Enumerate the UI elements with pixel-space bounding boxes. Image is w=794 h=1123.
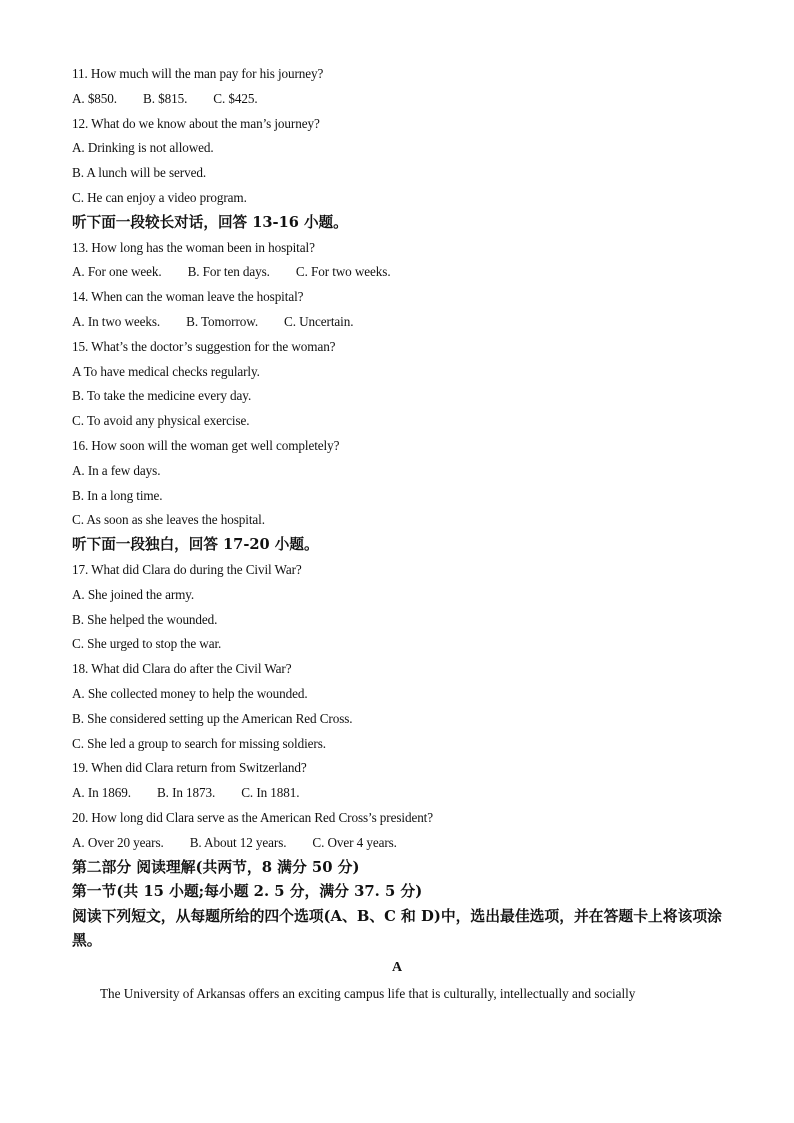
question-13-stem: 13. How long has the woman been in hospital? [72,239,315,255]
question-14-stem: 14. When can the woman leave the hospital? [72,289,304,305]
question-11-options [72,87,722,112]
q16-option-b: B. In a long time. [72,487,163,503]
section-1-heading: 第一节(共 15 小题;每小题 2. 5 分，满分 37. 5 分) [72,883,423,901]
q15-option-c: C. To avoid any physical exercise. [72,413,250,429]
q19-option-a: A. In 1869. [72,785,131,801]
section-heading-13-16: 听下面一段较长对话，回答 13-16 小题。 [72,213,348,231]
page-content [72,62,722,1006]
part-2-heading: 第二部分 阅读理解(共两节，8 满分 50 分) [72,858,360,876]
q13-option-b: B. For ten days. [187,264,270,280]
q17-option-a: A. She joined the army. [72,586,195,602]
q13-option-c: C. For two weeks. [295,264,391,280]
q17-option-b: B. She helped the wounded. [72,611,218,627]
question-18-stem: 18. What did Clara do after the Civil War? [72,661,292,677]
q12-option-c: C. He can enjoy a video program. [72,189,247,205]
question-11-stem: 11. How much will the man pay for his journey? [72,66,324,81]
question-19-options [72,781,722,806]
q19-option-c: C. In 1881. [241,785,300,801]
q20-option-b: B. About 12 years. [189,834,287,850]
q12-option-a: A. Drinking is not allowed. [72,140,214,156]
q15-option-b: B. To take the medicine every day. [72,388,252,404]
q17-option-c: C. She urged to stop the war. [72,636,222,652]
q16-option-c: C. As soon as she leaves the hospital. [72,512,265,528]
q14-option-b: B. Tomorrow. [186,313,259,329]
q11-option-c: C. $425. [213,90,258,106]
question-20-options [72,831,722,856]
q14-option-c: C. Uncertain. [284,313,354,329]
q16-option-a: A. In a few days. [72,462,161,478]
q20-option-a: A. Over 20 years. [72,834,164,850]
passage-first-line: The University of Arkansas offers an exciting campus life that is culturally, intellectually and socially [100,985,636,1001]
q18-option-b: B. She considered setting up the American Red Cross. [72,710,353,726]
q18-option-a: A. She collected money to help the wounded. [72,685,308,701]
q14-option-a: A. In two weeks. [72,313,161,329]
passage-title: A [391,959,403,975]
reading-instructions: 阅读下列短文，从每题所给的四个选项(A、B、C 和 D)中，选出最佳选项，并在答题卡上将该项涂黑。 [72,907,722,950]
q12-option-b: B. A lunch will be served. [72,165,207,181]
question-20-stem: 20. How long did Clara serve as the American Red Cross’s president? [72,809,434,825]
q11-option-b: B. $815. [143,90,188,106]
question-14-options [72,310,722,335]
q15-option-a: A To have medical checks regularly. [72,363,260,379]
q11-option-a: A. $850. [72,90,117,106]
q19-option-b: B. In 1873. [156,785,216,801]
question-15-stem: 15. What’s the doctor’s suggestion for the woman? [72,338,336,354]
question-19-stem: 19. When did Clara return from Switzerland? [72,760,307,776]
q20-option-c: C. Over 4 years. [312,834,397,850]
question-17-stem: 17. What did Clara do during the Civil War? [72,561,302,577]
section-heading-17-20: 听下面一段独白，回答 17-20 小题。 [72,536,319,554]
question-16-stem: 16. How soon will the woman get well completely? [72,437,340,453]
question-12-stem: 12. What do we know about the man’s journey? [72,115,320,131]
q18-option-c: C. She led a group to search for missing soldiers. [72,735,326,751]
q13-option-a: A. For one week. [72,264,162,280]
question-13-options [72,260,722,285]
